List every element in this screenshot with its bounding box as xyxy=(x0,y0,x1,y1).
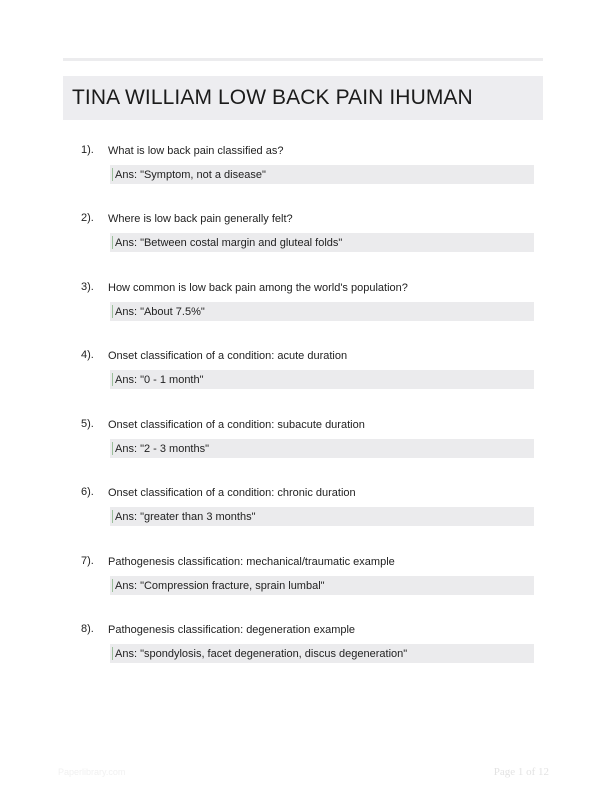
document-title: TINA WILLIAM LOW BACK PAIN IHUMAN xyxy=(72,86,473,109)
footer-watermark: Paperlibrary.com xyxy=(58,767,126,777)
question-text: Pathogenesis classification: degeneration example xyxy=(108,624,356,636)
question-number: 6). xyxy=(81,486,94,498)
top-divider xyxy=(63,58,543,61)
question-number: 1). xyxy=(81,144,94,156)
question-number: 2). xyxy=(81,212,94,224)
answer-box: Ans: "About 7.5%" xyxy=(110,302,534,321)
question-number: 3). xyxy=(81,281,94,293)
qa-item xyxy=(0,487,606,547)
question-text: Onset classification of a condition: subacute duration xyxy=(108,419,365,431)
question-text: Where is low back pain generally felt? xyxy=(108,213,293,225)
title-banner xyxy=(63,76,543,120)
qa-item xyxy=(0,145,606,205)
question-text: Onset classification of a condition: acute duration xyxy=(108,350,348,362)
answer-box: Ans: "Compression fracture, sprain lumbal" xyxy=(110,576,534,595)
page-number: Page 1 of 12 xyxy=(493,766,549,778)
answer-box: Ans: "Between costal margin and gluteal folds" xyxy=(110,233,534,252)
answer-box: Ans: "spondylosis, facet degeneration, discus degeneration" xyxy=(110,644,534,663)
question-text: How common is low back pain among the world's population? xyxy=(108,282,408,294)
question-text: Onset classification of a condition: chronic duration xyxy=(108,487,356,499)
question-text: What is low back pain classified as? xyxy=(108,145,284,157)
qa-item xyxy=(0,350,606,410)
answer-box: Ans: "Symptom, not a disease" xyxy=(110,165,534,184)
qa-item xyxy=(0,282,606,342)
qa-item xyxy=(0,213,606,273)
qa-item xyxy=(0,419,606,479)
question-text: Pathogenesis classification: mechanical/traumatic example xyxy=(108,556,395,568)
answer-box: Ans: "greater than 3 months" xyxy=(110,507,534,526)
qa-item xyxy=(0,624,606,684)
answer-box: Ans: "0 - 1 month" xyxy=(110,370,534,389)
answer-box: Ans: "2 - 3 months" xyxy=(110,439,534,458)
question-number: 7). xyxy=(81,555,94,567)
question-number: 5). xyxy=(81,418,94,430)
question-number: 4). xyxy=(81,349,94,361)
qa-item xyxy=(0,556,606,616)
question-number: 8). xyxy=(81,623,94,635)
